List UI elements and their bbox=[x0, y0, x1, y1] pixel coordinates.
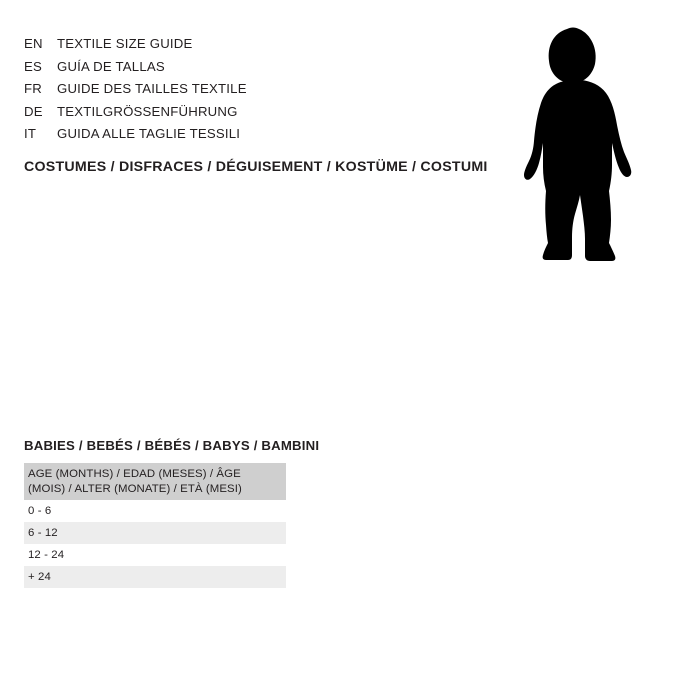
age-range-cell: 6 - 12 bbox=[24, 522, 286, 544]
table-header-row bbox=[24, 463, 286, 500]
language-list bbox=[24, 33, 444, 146]
language-code-fr: FR bbox=[24, 81, 42, 96]
babies-section-heading: BABIES / BEBÉS / BÉBÉS / BABYS / BAMBINI bbox=[24, 438, 320, 453]
babies-size-table bbox=[24, 463, 286, 588]
language-text-it: GUIDA ALLE TAGLIE TESSILI bbox=[57, 126, 241, 141]
language-code-it: IT bbox=[24, 126, 37, 141]
table-row bbox=[24, 522, 286, 544]
language-code-en: EN bbox=[24, 36, 43, 51]
language-row-es bbox=[24, 56, 444, 79]
language-row-en bbox=[24, 33, 444, 56]
age-range-cell: 12 - 24 bbox=[24, 544, 286, 566]
language-row-it bbox=[24, 123, 444, 146]
age-range-cell: + 24 bbox=[24, 566, 286, 588]
column-header-age: AGE (MONTHS) / EDAD (MESES) / ÂGE (MOIS) / ALTER (MONATE) / ETÀ (MESI) bbox=[24, 463, 286, 500]
language-row-de bbox=[24, 101, 444, 124]
table-row bbox=[24, 544, 286, 566]
language-code-de: DE bbox=[24, 103, 43, 119]
language-text-de: TEXTILGRÖSSENFÜHRUNG bbox=[57, 103, 238, 119]
toddler-silhouette-icon bbox=[505, 25, 645, 265]
language-code-es: ES bbox=[24, 58, 42, 74]
costumes-heading: COSTUMES / DISFRACES / DÉGUISEMENT / KOSTÜME / COSTUMI bbox=[24, 159, 488, 175]
age-range-cell: 0 - 6 bbox=[24, 500, 286, 522]
language-text-en: TEXTILE SIZE GUIDE bbox=[57, 36, 193, 51]
table-row bbox=[24, 566, 286, 588]
language-text-es: GUÍA DE TALLAS bbox=[57, 58, 165, 74]
language-text-fr: GUIDE DES TAILLES TEXTILE bbox=[57, 81, 247, 96]
table-header bbox=[24, 463, 286, 500]
table-body bbox=[24, 500, 286, 588]
language-row-fr bbox=[24, 78, 444, 101]
table-row bbox=[24, 500, 286, 522]
